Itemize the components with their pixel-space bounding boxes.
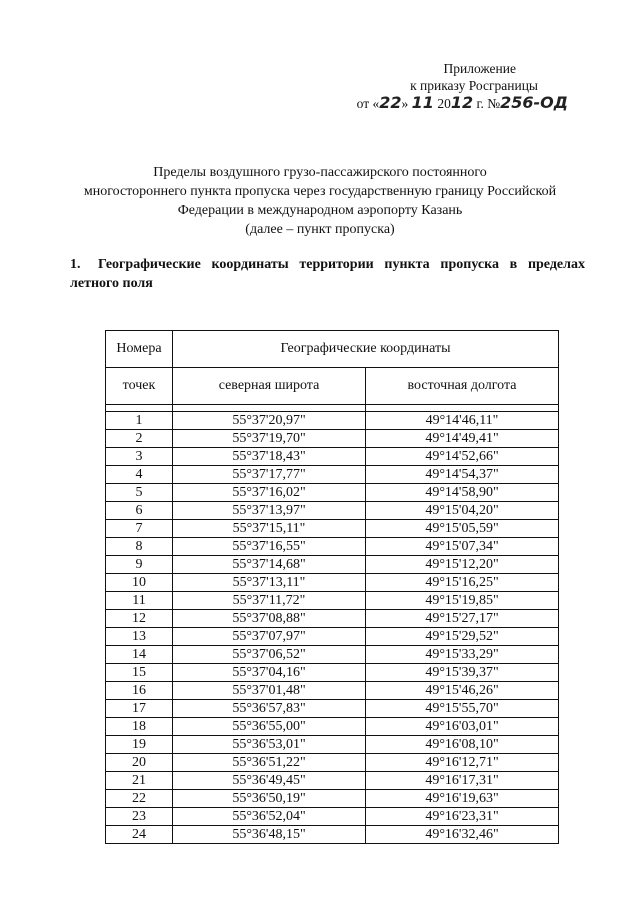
latitude-cell: 55°36'57,83" bbox=[173, 700, 366, 718]
document-title bbox=[40, 163, 600, 239]
longitude-cell: 49°15'46,26" bbox=[366, 682, 559, 700]
table-row bbox=[106, 772, 559, 790]
table-row bbox=[106, 808, 559, 826]
table-row bbox=[106, 448, 559, 466]
latitude-cell: 55°37'19,70" bbox=[173, 430, 366, 448]
latitude-cell: 55°37'04,16" bbox=[173, 664, 366, 682]
latitude-cell: 55°36'49,45" bbox=[173, 772, 366, 790]
longitude-cell: 49°16'03,01" bbox=[366, 718, 559, 736]
longitude-cell: 49°14'49,41" bbox=[366, 430, 559, 448]
latitude-cell: 55°37'15,11" bbox=[173, 520, 366, 538]
date-prefix: от « bbox=[356, 96, 380, 111]
latitude-cell: 55°37'13,97" bbox=[173, 502, 366, 520]
year-prefix: 20 bbox=[433, 96, 451, 111]
section-number: 1. bbox=[70, 257, 81, 272]
order-reference: к приказу Росграницы bbox=[410, 78, 538, 93]
number-prefix: г. № bbox=[473, 96, 501, 111]
latitude-cell: 55°37'13,11" bbox=[173, 574, 366, 592]
header-points-2: точек bbox=[106, 368, 173, 405]
longitude-cell: 49°15'39,37" bbox=[366, 664, 559, 682]
coordinates-rows bbox=[106, 412, 559, 844]
point-number: 5 bbox=[106, 484, 173, 502]
table-row bbox=[106, 592, 559, 610]
title-line-4: (далее – пункт пропуска) bbox=[245, 222, 395, 237]
longitude-cell: 49°15'29,52" bbox=[366, 628, 559, 646]
table-row bbox=[106, 502, 559, 520]
longitude-cell: 49°14'54,37" bbox=[366, 466, 559, 484]
latitude-cell: 55°37'01,48" bbox=[173, 682, 366, 700]
point-number: 20 bbox=[106, 754, 173, 772]
table-row bbox=[106, 574, 559, 592]
point-number: 8 bbox=[106, 538, 173, 556]
longitude-cell: 49°14'52,66" bbox=[366, 448, 559, 466]
section-1-heading bbox=[70, 255, 585, 293]
longitude-cell: 49°16'12,71" bbox=[366, 754, 559, 772]
point-number: 14 bbox=[106, 646, 173, 664]
point-number: 23 bbox=[106, 808, 173, 826]
longitude-cell: 49°15'04,20" bbox=[366, 502, 559, 520]
latitude-cell: 55°37'16,02" bbox=[173, 484, 366, 502]
longitude-cell: 49°15'05,59" bbox=[366, 520, 559, 538]
latitude-cell: 55°36'55,00" bbox=[173, 718, 366, 736]
header-latitude: северная широта bbox=[173, 368, 366, 405]
table-row bbox=[106, 484, 559, 502]
table-row bbox=[106, 664, 559, 682]
point-number: 7 bbox=[106, 520, 173, 538]
handwritten-day: 22 bbox=[379, 93, 402, 112]
table-row bbox=[106, 412, 559, 430]
table-row bbox=[106, 556, 559, 574]
latitude-cell: 55°37'06,52" bbox=[173, 646, 366, 664]
point-number: 4 bbox=[106, 466, 173, 484]
longitude-cell: 49°14'46,11" bbox=[366, 412, 559, 430]
coordinates-table bbox=[105, 330, 559, 844]
longitude-cell: 49°15'33,29" bbox=[366, 646, 559, 664]
table-row bbox=[106, 826, 559, 844]
header-longitude: восточная долгота bbox=[366, 368, 559, 405]
point-number: 18 bbox=[106, 718, 173, 736]
point-number: 21 bbox=[106, 772, 173, 790]
point-number: 1 bbox=[106, 412, 173, 430]
table-row bbox=[106, 430, 559, 448]
table-row bbox=[106, 538, 559, 556]
table-row bbox=[106, 718, 559, 736]
longitude-cell: 49°14'58,90" bbox=[366, 484, 559, 502]
point-number: 24 bbox=[106, 826, 173, 844]
date-sep1: » bbox=[401, 96, 412, 111]
table-row bbox=[106, 646, 559, 664]
latitude-cell: 55°37'18,43" bbox=[173, 448, 366, 466]
table-row bbox=[106, 736, 559, 754]
point-number: 19 bbox=[106, 736, 173, 754]
longitude-cell: 49°15'16,25" bbox=[366, 574, 559, 592]
longitude-cell: 49°15'07,34" bbox=[366, 538, 559, 556]
order-date-number bbox=[348, 94, 568, 112]
title-line-2: многостороннего пункта пропуска через государственную границу Российской bbox=[83, 184, 557, 199]
point-number: 2 bbox=[106, 430, 173, 448]
latitude-cell: 55°37'08,88" bbox=[173, 610, 366, 628]
latitude-cell: 55°36'52,04" bbox=[173, 808, 366, 826]
table-row bbox=[106, 520, 559, 538]
table-row bbox=[106, 610, 559, 628]
point-number: 6 bbox=[106, 502, 173, 520]
handwritten-month: 11 bbox=[411, 93, 434, 112]
title-line-3: Федерации в международном аэропорту Казань bbox=[177, 203, 463, 218]
point-number: 11 bbox=[106, 592, 173, 610]
longitude-cell: 49°16'19,63" bbox=[366, 790, 559, 808]
point-number: 10 bbox=[106, 574, 173, 592]
latitude-cell: 55°37'07,97" bbox=[173, 628, 366, 646]
longitude-cell: 49°15'19,85" bbox=[366, 592, 559, 610]
latitude-cell: 55°37'14,68" bbox=[173, 556, 366, 574]
latitude-cell: 55°36'48,15" bbox=[173, 826, 366, 844]
point-number: 15 bbox=[106, 664, 173, 682]
longitude-cell: 49°16'17,31" bbox=[366, 772, 559, 790]
latitude-cell: 55°37'11,72" bbox=[173, 592, 366, 610]
handwritten-year: 12 bbox=[450, 93, 474, 112]
table-row bbox=[106, 682, 559, 700]
latitude-cell: 55°36'50,19" bbox=[173, 790, 366, 808]
appendix-header bbox=[348, 60, 568, 112]
header-coordinates: Географические координаты bbox=[173, 331, 559, 368]
table-row bbox=[106, 466, 559, 484]
latitude-cell: 55°37'17,77" bbox=[173, 466, 366, 484]
header-points: Номера bbox=[106, 331, 173, 368]
point-number: 12 bbox=[106, 610, 173, 628]
table-row bbox=[106, 790, 559, 808]
handwritten-order-number: 256-ОД bbox=[500, 93, 568, 112]
table-row bbox=[106, 628, 559, 646]
coordinates-table-wrap bbox=[105, 330, 559, 844]
table-row bbox=[106, 754, 559, 772]
latitude-cell: 55°36'53,01" bbox=[173, 736, 366, 754]
section-title: Географические координаты территории пункта пропуска в пределах летного поля bbox=[70, 257, 585, 291]
point-number: 22 bbox=[106, 790, 173, 808]
point-number: 17 bbox=[106, 700, 173, 718]
point-number: 3 bbox=[106, 448, 173, 466]
longitude-cell: 49°15'12,20" bbox=[366, 556, 559, 574]
title-line-1: Пределы воздушного грузо-пассажирского постоянного bbox=[153, 165, 487, 180]
latitude-cell: 55°37'20,97" bbox=[173, 412, 366, 430]
longitude-cell: 49°16'32,46" bbox=[366, 826, 559, 844]
latitude-cell: 55°37'16,55" bbox=[173, 538, 366, 556]
longitude-cell: 49°16'08,10" bbox=[366, 736, 559, 754]
appendix-label: Приложение bbox=[443, 61, 516, 76]
table-row bbox=[106, 700, 559, 718]
longitude-cell: 49°16'23,31" bbox=[366, 808, 559, 826]
point-number: 13 bbox=[106, 628, 173, 646]
latitude-cell: 55°36'51,22" bbox=[173, 754, 366, 772]
point-number: 9 bbox=[106, 556, 173, 574]
longitude-cell: 49°15'55,70" bbox=[366, 700, 559, 718]
point-number: 16 bbox=[106, 682, 173, 700]
longitude-cell: 49°15'27,17" bbox=[366, 610, 559, 628]
